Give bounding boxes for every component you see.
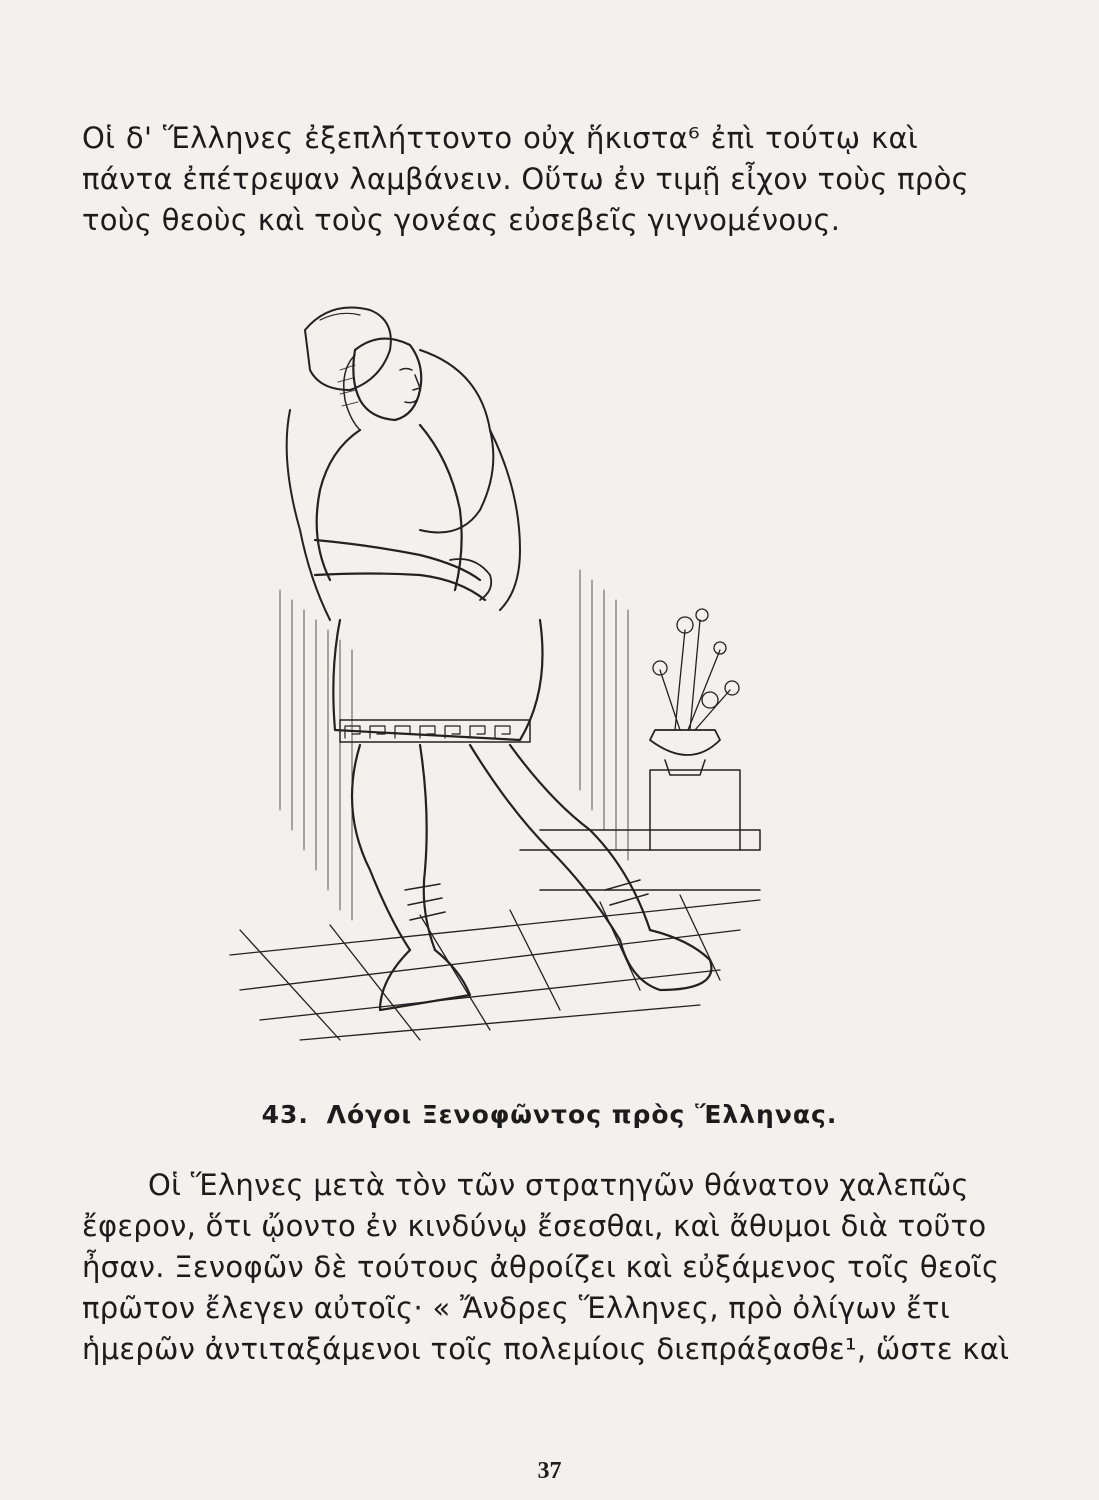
text-line: ἔφερον, ὅτι ᾤοντο ἐν κινδύνῳ ἔσεσθαι, καὶ ἄθυμοι διὰ τοῦτο (82, 1209, 987, 1243)
text-line: πάντα ἐπέτρεψαν λαμβάνειν. Οὕτω ἐν τιμῇ εἶχον τοὺς πρὸς (82, 162, 969, 196)
text-line: Οἱ Ἕληνες μετὰ τὸν τῶν στρατηγῶν θάνατον χαλεπῶς (148, 1168, 969, 1202)
illustration-man-carrying-old-father-icon (220, 290, 780, 1060)
text-line: πρῶτον ἔλεγεν αὐτοῖς· « Ἄνδρες Ἕλληνες, πρὸ ὀλίγων ἔτι (82, 1291, 950, 1325)
text-line: ἦσαν. Ξενοφῶν δὲ τούτους ἀθροίζει καὶ εὐξάμενος τοῖς θεοῖς (82, 1250, 1000, 1284)
text-line: ἡμερῶν ἀντιταξάμενοι τοῖς πολεμίοις διεπράξασθε¹, ὥστε καὶ (82, 1332, 1010, 1366)
section-title: Λόγοι Ξενοφῶντος πρὸς Ἕλληνας. (326, 1100, 838, 1129)
paragraph-2 (82, 1165, 1010, 1370)
page-number: 37 (537, 1458, 562, 1484)
text-line: τοὺς θεοὺς καὶ τοὺς γονέας εὐσεβεῖς γιγνομένους. (82, 203, 841, 237)
paragraph-1 (82, 118, 969, 241)
section-number: 43. (261, 1100, 309, 1129)
text-line: Οἱ δ' Ἕλληνες ἐξεπλήττοντο οὐχ ἥκιστα⁶ ἐπὶ τούτῳ καὶ (82, 121, 918, 155)
section-heading (0, 1100, 1099, 1129)
